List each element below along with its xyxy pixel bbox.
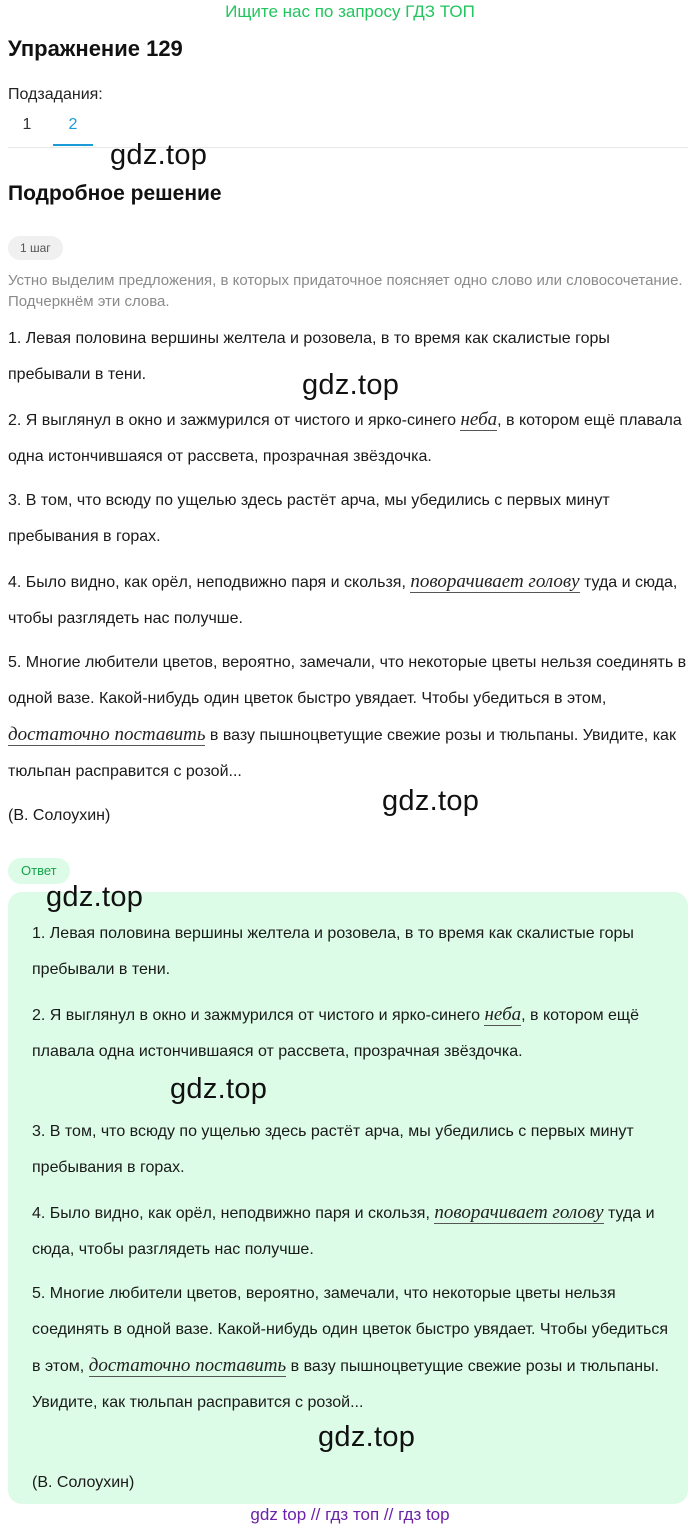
footer-links[interactable]: gdz top // гдз топ // гдз top bbox=[250, 1505, 450, 1524]
answer-sentence-5 bbox=[32, 1276, 672, 1421]
solution-sentence-2 bbox=[8, 402, 688, 475]
sentence-text: , в котором ещё плавала одна истончившаяся от рассвета, прозрачная звёздочка. bbox=[8, 412, 682, 465]
search-hint-banner: Ищите нас по запросу ГДЗ ТОП bbox=[225, 2, 475, 21]
sentence-text: 2. Я выглянул в окно и зажмурился от чистого и ярко-синего bbox=[32, 1007, 485, 1024]
watermark: gdz.top bbox=[46, 881, 144, 913]
solution-sentence-1: 1. Левая половина вершины желтела и розовела, в то время как скалистые горы пребывали в тени. bbox=[8, 330, 610, 383]
answer-author-credit: (В. Солоухин) bbox=[32, 1474, 135, 1491]
sentence-text: 5. Многие любители цветов, вероятно, замечали, что некоторые цветы нельзя соединять в одной вазе. Какой-нибудь один цветок быстро увядает. Чтобы убедиться в этом, bbox=[32, 1285, 669, 1375]
watermark: gdz.top bbox=[170, 1073, 268, 1105]
sentence-text: , в котором ещё плавала одна истончившаяся от рассвета, прозрачная звёздочка. bbox=[32, 1007, 639, 1060]
solution-sentence-5 bbox=[8, 645, 688, 790]
step-badge: 1 шаг bbox=[8, 236, 63, 260]
sentence-text: 4. Было видно, как орёл, неподвижно паря и скользя, bbox=[32, 1205, 435, 1222]
watermark: gdz.top bbox=[302, 369, 400, 401]
subtasks-label: Подзадания: bbox=[8, 86, 103, 103]
underlined-word: неба bbox=[484, 1004, 522, 1025]
answer-sentence-4 bbox=[32, 1195, 672, 1268]
sentence-text: в вазу пышноцветущие свежие розы и тюльпаны. Увидите, как тюльпан расправится с розой... bbox=[32, 1358, 660, 1411]
subtask-tab-1[interactable]: 1 bbox=[22, 116, 32, 133]
answer-badge: Ответ bbox=[8, 858, 70, 884]
watermark: gdz.top bbox=[318, 1421, 416, 1453]
author-credit: (В. Солоухин) bbox=[8, 807, 111, 824]
underlined-word: неба bbox=[460, 409, 498, 430]
underlined-word: достаточно поставить bbox=[8, 724, 206, 745]
sentence-text: 5. Многие любители цветов, вероятно, замечали, что некоторые цветы нельзя соединять в одной вазе. Какой-нибудь один цветок быстро увядает. Чтобы убедиться в этом, bbox=[8, 654, 687, 707]
step-intro-text: Устно выделим предложения, в которых придаточное поясняет одно слово или словосочетание. Подчеркнём эти слова. bbox=[8, 272, 683, 310]
active-tab-indicator bbox=[53, 144, 93, 146]
answer-sentence-2 bbox=[32, 997, 672, 1070]
answer-sentence-3: 3. В том, что всюду по ущелью здесь растёт арча, мы убедились с первых минут пребывания в горах. bbox=[32, 1123, 634, 1176]
watermark: gdz.top bbox=[382, 785, 480, 817]
underlined-word: достаточно поставить bbox=[88, 1355, 287, 1376]
page-title: Упражнение 129 bbox=[8, 36, 183, 61]
watermark: gdz.top bbox=[110, 139, 208, 171]
underlined-word: поворачивает голову bbox=[410, 571, 580, 592]
sentence-text: 2. Я выглянул в окно и зажмурился от чистого и ярко-синего bbox=[8, 412, 461, 429]
sentence-text: в вазу пышноцветущие свежие розы и тюльпаны. Увидите, как тюльпан расправится с розой... bbox=[8, 727, 676, 780]
subtask-tab-2[interactable]: 2 bbox=[68, 116, 78, 133]
answer-sentence-1: 1. Левая половина вершины желтела и розовела, в то время как скалистые горы пребывали в тени. bbox=[32, 925, 634, 978]
sentence-text: 4. Было видно, как орёл, неподвижно паря и скользя, bbox=[8, 574, 411, 591]
sentence-text: туда и сюда, чтобы разглядеть нас получше. bbox=[8, 574, 678, 627]
solution-sentence-4 bbox=[8, 564, 688, 637]
solution-sentence-3: 3. В том, что всюду по ущелью здесь растёт арча, мы убедились с первых минут пребывания в горах. bbox=[8, 492, 610, 545]
sentence-text: туда и сюда, чтобы разглядеть нас получше. bbox=[32, 1205, 655, 1258]
underlined-word: поворачивает голову bbox=[434, 1202, 604, 1223]
section-title: Подробное решение bbox=[8, 182, 222, 205]
